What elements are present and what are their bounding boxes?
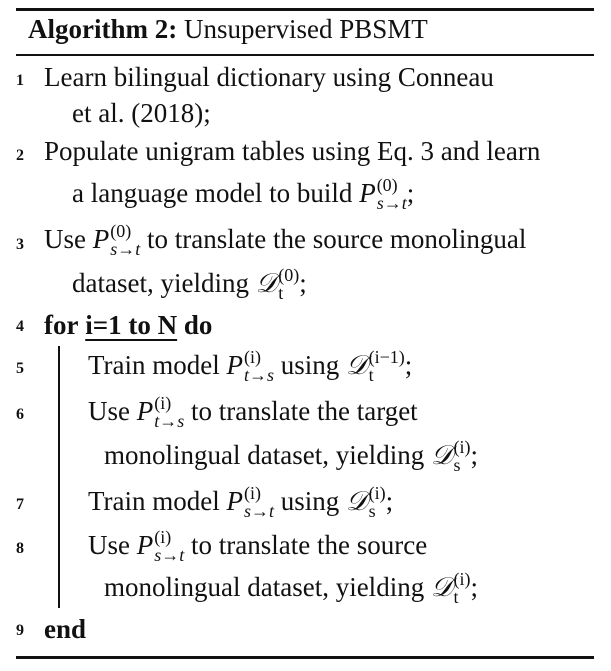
math-P: P <box>92 224 110 254</box>
line-number-3: 3 <box>16 236 24 253</box>
line-number-9: 9 <box>16 622 24 639</box>
math-D: 𝒟 <box>430 572 453 603</box>
algorithm-title <box>28 14 428 45</box>
semicolon: ; <box>299 268 307 298</box>
math-sup: (i) <box>154 392 172 413</box>
math-D: 𝒟 <box>255 268 278 299</box>
math-sub: s→t <box>244 500 275 521</box>
line-6a <box>88 394 418 432</box>
line-number-2: 2 <box>16 147 24 164</box>
line-7-mid: using <box>280 486 340 516</box>
math-sub: s→t <box>154 544 185 565</box>
line-6a-pre: Use <box>88 396 130 426</box>
math-sub: t <box>368 364 374 385</box>
do-keyword: do <box>183 310 213 340</box>
line-7 <box>88 484 393 522</box>
math-sub: t→s <box>244 364 275 385</box>
line-1a: Learn bilingual dictionary using Conneau <box>44 62 494 92</box>
line-3a-pre: Use <box>44 224 86 254</box>
math-sup: (0) <box>278 264 300 285</box>
line-2a: Populate unigram tables using Eq. 3 and learn <box>44 136 541 166</box>
line-2b <box>72 176 414 214</box>
math-sup: (i) <box>368 482 386 503</box>
line-3a <box>44 222 526 260</box>
line-7-pre: Train model <box>88 486 220 516</box>
math-sup: (i) <box>453 568 471 589</box>
math-script <box>454 438 471 474</box>
math-P: P <box>136 530 154 560</box>
math-P: P <box>226 486 244 516</box>
for-keyword: for <box>44 310 79 340</box>
top-rule <box>16 8 594 11</box>
math-P: P <box>136 396 154 426</box>
semicolon: ; <box>406 178 415 208</box>
title-rule <box>16 54 594 56</box>
line-6a-post: to translate the target <box>191 396 418 426</box>
semicolon: ; <box>470 572 479 602</box>
line-3a-post: to translate the source monolingual <box>147 224 527 254</box>
line-3b-text: dataset, yielding <box>72 268 249 298</box>
math-script <box>244 484 274 520</box>
math-D: 𝒟 <box>346 350 368 381</box>
math-sub: t <box>453 586 459 607</box>
math-script <box>278 266 299 302</box>
line-number-8: 8 <box>16 540 24 557</box>
line-number-4: 4 <box>16 318 24 335</box>
math-P: P <box>226 350 244 380</box>
math-script <box>377 176 407 212</box>
line-5-mid: using <box>280 350 340 380</box>
math-script <box>154 394 184 430</box>
semicolon: ; <box>404 350 413 380</box>
line-8a <box>88 528 427 566</box>
math-sub: s <box>368 500 376 521</box>
line-8b <box>104 570 478 608</box>
semicolon: ; <box>385 486 394 516</box>
math-script <box>454 570 471 606</box>
bottom-rule <box>16 656 594 659</box>
math-script <box>244 348 274 384</box>
math-script <box>369 484 386 520</box>
math-D: 𝒟 <box>430 440 453 471</box>
math-sup: (i) <box>244 482 262 503</box>
math-sup: (i) <box>154 526 172 547</box>
line-number-7: 7 <box>16 496 24 513</box>
line-6b <box>104 438 478 476</box>
semicolon: ; <box>470 440 479 470</box>
line-6b-text: monolingual dataset, yielding <box>104 440 425 470</box>
math-sub: s <box>453 454 461 475</box>
math-sub: s→t <box>376 192 407 213</box>
math-sub: s→t <box>110 238 141 259</box>
line-number-1: 1 <box>16 72 24 89</box>
math-D: 𝒟 <box>346 486 368 517</box>
math-sup: (0) <box>376 174 398 195</box>
algorithm-label: Algorithm 2: <box>28 14 178 44</box>
math-script <box>110 222 140 258</box>
line-number-6: 6 <box>16 406 24 423</box>
math-sup: (i) <box>244 346 262 367</box>
math-script <box>154 528 184 564</box>
math-sup: (i) <box>453 436 471 457</box>
math-script <box>369 348 405 384</box>
line-5-pre: Train model <box>88 350 220 380</box>
line-8a-pre: Use <box>88 530 130 560</box>
line-5 <box>88 348 412 386</box>
end-keyword: end <box>44 614 87 644</box>
line-8b-text: monolingual dataset, yielding <box>104 572 425 602</box>
loop-body-bar <box>58 346 60 608</box>
line-8a-post: to translate the source <box>191 530 428 560</box>
line-1b: et al. (2018); <box>72 98 211 128</box>
loop-range: i=1 to N <box>85 310 178 340</box>
line-3b <box>72 266 307 304</box>
line-number-5: 5 <box>16 360 24 377</box>
math-sub: t <box>278 282 284 303</box>
line-4 <box>44 308 212 342</box>
math-sup: (i−1) <box>368 346 405 367</box>
line-2b-text: a language model to build <box>72 178 353 208</box>
math-sup: (0) <box>110 220 132 241</box>
math-P: P <box>359 178 376 208</box>
algorithm-name: Unsupervised PBSMT <box>183 14 428 44</box>
math-sub: t→s <box>154 410 185 431</box>
